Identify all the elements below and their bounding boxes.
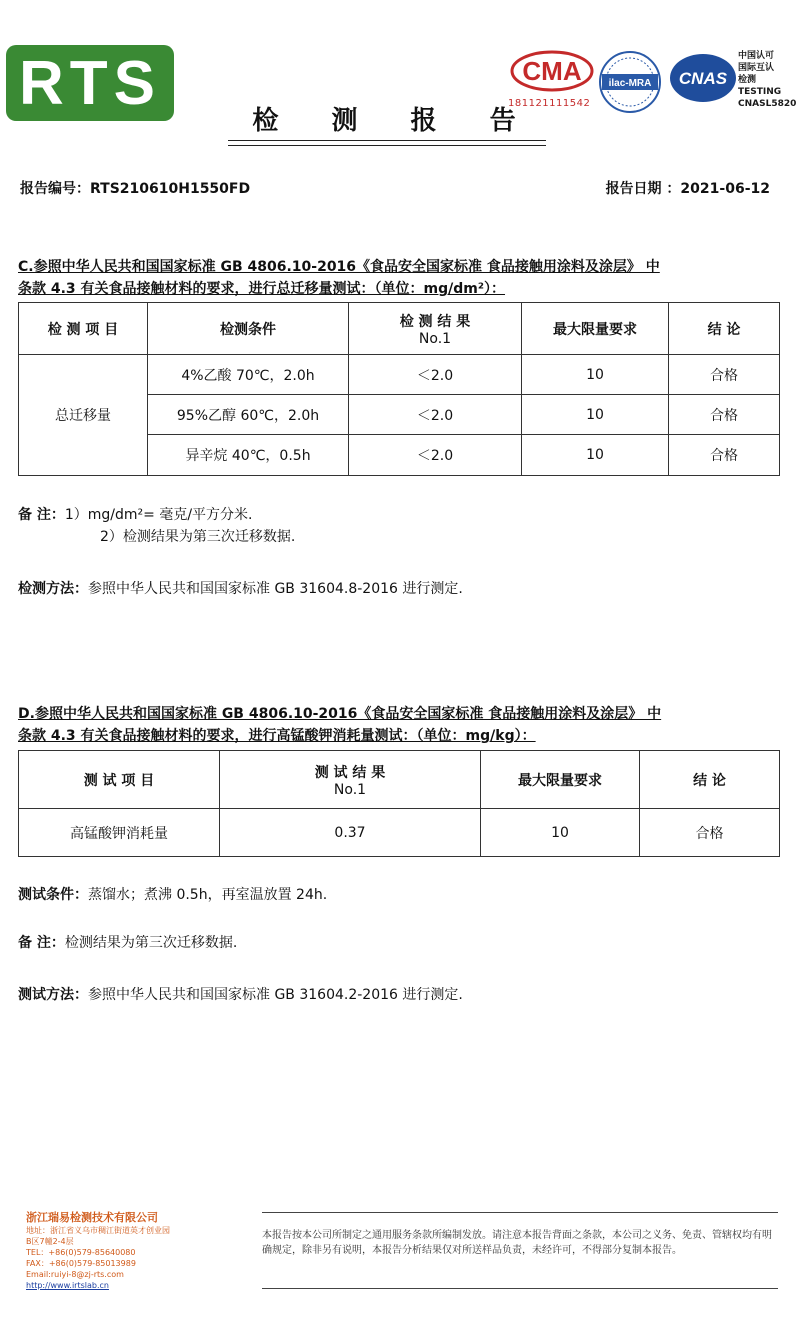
test-limit: 10 — [481, 809, 640, 857]
test-result: 0.37 — [220, 809, 481, 857]
header-limit: 最大限量要求 — [481, 751, 640, 809]
ilac-text: ilac-MRA — [608, 78, 652, 89]
cma-number: 181121111542 — [508, 98, 591, 109]
cma-text: CMA — [522, 56, 582, 86]
footer-divider — [262, 1212, 778, 1213]
test-limit: 10 — [522, 435, 669, 476]
test-conclusion: 合格 — [640, 809, 780, 857]
migration-table — [18, 302, 780, 476]
test-result: ＜2.0 — [349, 395, 522, 435]
section-c-method: 检测方法：参照中华人民共和国国家标准 GB 31604.8-2016 进行测定. — [18, 581, 463, 597]
company-contact: 浙江瑞易检测技术有限公司 地址：浙江省义乌市稠江街道英才创业园 B区7幢2-4层 TEL：+86(0)579-85640080 FAX：+86(0)579-85013989 Email:ruiyi-8@zj-rts.com http://www.irtslab.cn — [26, 1211, 170, 1290]
section-d-title: D.参照中华人民共和国国家标准 GB 4806.10-2016《食品安全国家标准 食品接触用涂料及涂层》 中 条款 4.3 有关食品接触材料的要求，进行高锰酸钾消耗量测试：（单位：mg/kg）： — [18, 706, 662, 744]
test-condition: 95%乙醇 60℃，2.0h — [148, 395, 349, 435]
header-result: 测 试 结 果 No.1 — [220, 751, 481, 809]
test-limit: 10 — [522, 355, 669, 395]
section-c-title: C.参照中华人民共和国国家标准 GB 4806.10-2016《食品安全国家标准 食品接触用涂料及涂层》 中 条款 4.3 有关食品接触材料的要求，进行总迁移量测试：（单位：mg/dm²）： — [18, 259, 660, 297]
header-conclusion: 结 论 — [640, 751, 780, 809]
test-result: ＜2.0 — [349, 435, 522, 476]
title-underline — [228, 145, 546, 146]
title-underline — [228, 140, 546, 141]
test-item: 高锰酸钾消耗量 — [19, 809, 220, 857]
cnas-logo — [668, 52, 738, 104]
test-limit: 10 — [522, 395, 669, 435]
table-row — [19, 355, 780, 395]
test-condition: 异辛烷 40℃，0.5h — [148, 435, 349, 476]
cma-logo — [510, 50, 594, 92]
rts-logo: RTS — [6, 45, 174, 121]
website-link[interactable]: http://www.irtslab.cn — [26, 1281, 109, 1290]
section-d-notes: 备 注：检测结果为第三次迁移数据. — [18, 935, 238, 951]
ilac-mra-logo — [598, 50, 662, 114]
section-d-conditions: 测试条件：蒸馏水；煮沸 0.5h，再室温放置 24h. — [18, 887, 328, 903]
test-conclusion: 合格 — [669, 355, 780, 395]
header-item: 测 试 项 目 — [19, 751, 220, 809]
test-conclusion: 合格 — [669, 435, 780, 476]
report-title: 检 测 报 告 — [252, 106, 538, 136]
report-date: 报告日期 ：2021-06-12 — [605, 181, 770, 197]
header-result: 检 测 结 果 No.1 — [349, 303, 522, 355]
table-header-row — [19, 751, 780, 809]
header-condition: 检测条件 — [148, 303, 349, 355]
test-conclusion: 合格 — [669, 395, 780, 435]
report-number: 报告编号：RTS210610H1550FD — [20, 181, 251, 197]
cnas-accreditation-text: 中国认可 国际互认 检测 TESTING CNASL5820 — [738, 51, 796, 109]
header-limit: 最大限量要求 — [522, 303, 669, 355]
disclaimer: 本报告按本公司所制定之通用服务条款所编制发放。请注意本报告背面之条款，本公司之义务、免责、管辖权均有明确规定，除非另有说明，本报告分析结果仅对所送样品负责，未经许可，不得部分复制本报告。 — [262, 1230, 772, 1256]
cnas-text: CNAS — [678, 69, 728, 88]
company-name: 浙江瑞易检测技术有限公司 — [26, 1211, 158, 1224]
permanganate-table — [18, 750, 780, 857]
table-row — [19, 809, 780, 857]
test-item: 总迁移量 — [19, 355, 148, 476]
table-header-row — [19, 303, 780, 355]
header-conclusion: 结 论 — [669, 303, 780, 355]
test-condition: 4%乙酸 70℃，2.0h — [148, 355, 349, 395]
footer-divider — [262, 1288, 778, 1289]
header-item: 检 测 项 目 — [19, 303, 148, 355]
section-d-method: 测试方法：参照中华人民共和国国家标准 GB 31604.2-2016 进行测定. — [18, 987, 463, 1003]
section-c-notes: 备 注：1）mg/dm²= 毫克/平方分米. 2）检测结果为第三次迁移数据. — [18, 507, 296, 545]
test-result: ＜2.0 — [349, 355, 522, 395]
